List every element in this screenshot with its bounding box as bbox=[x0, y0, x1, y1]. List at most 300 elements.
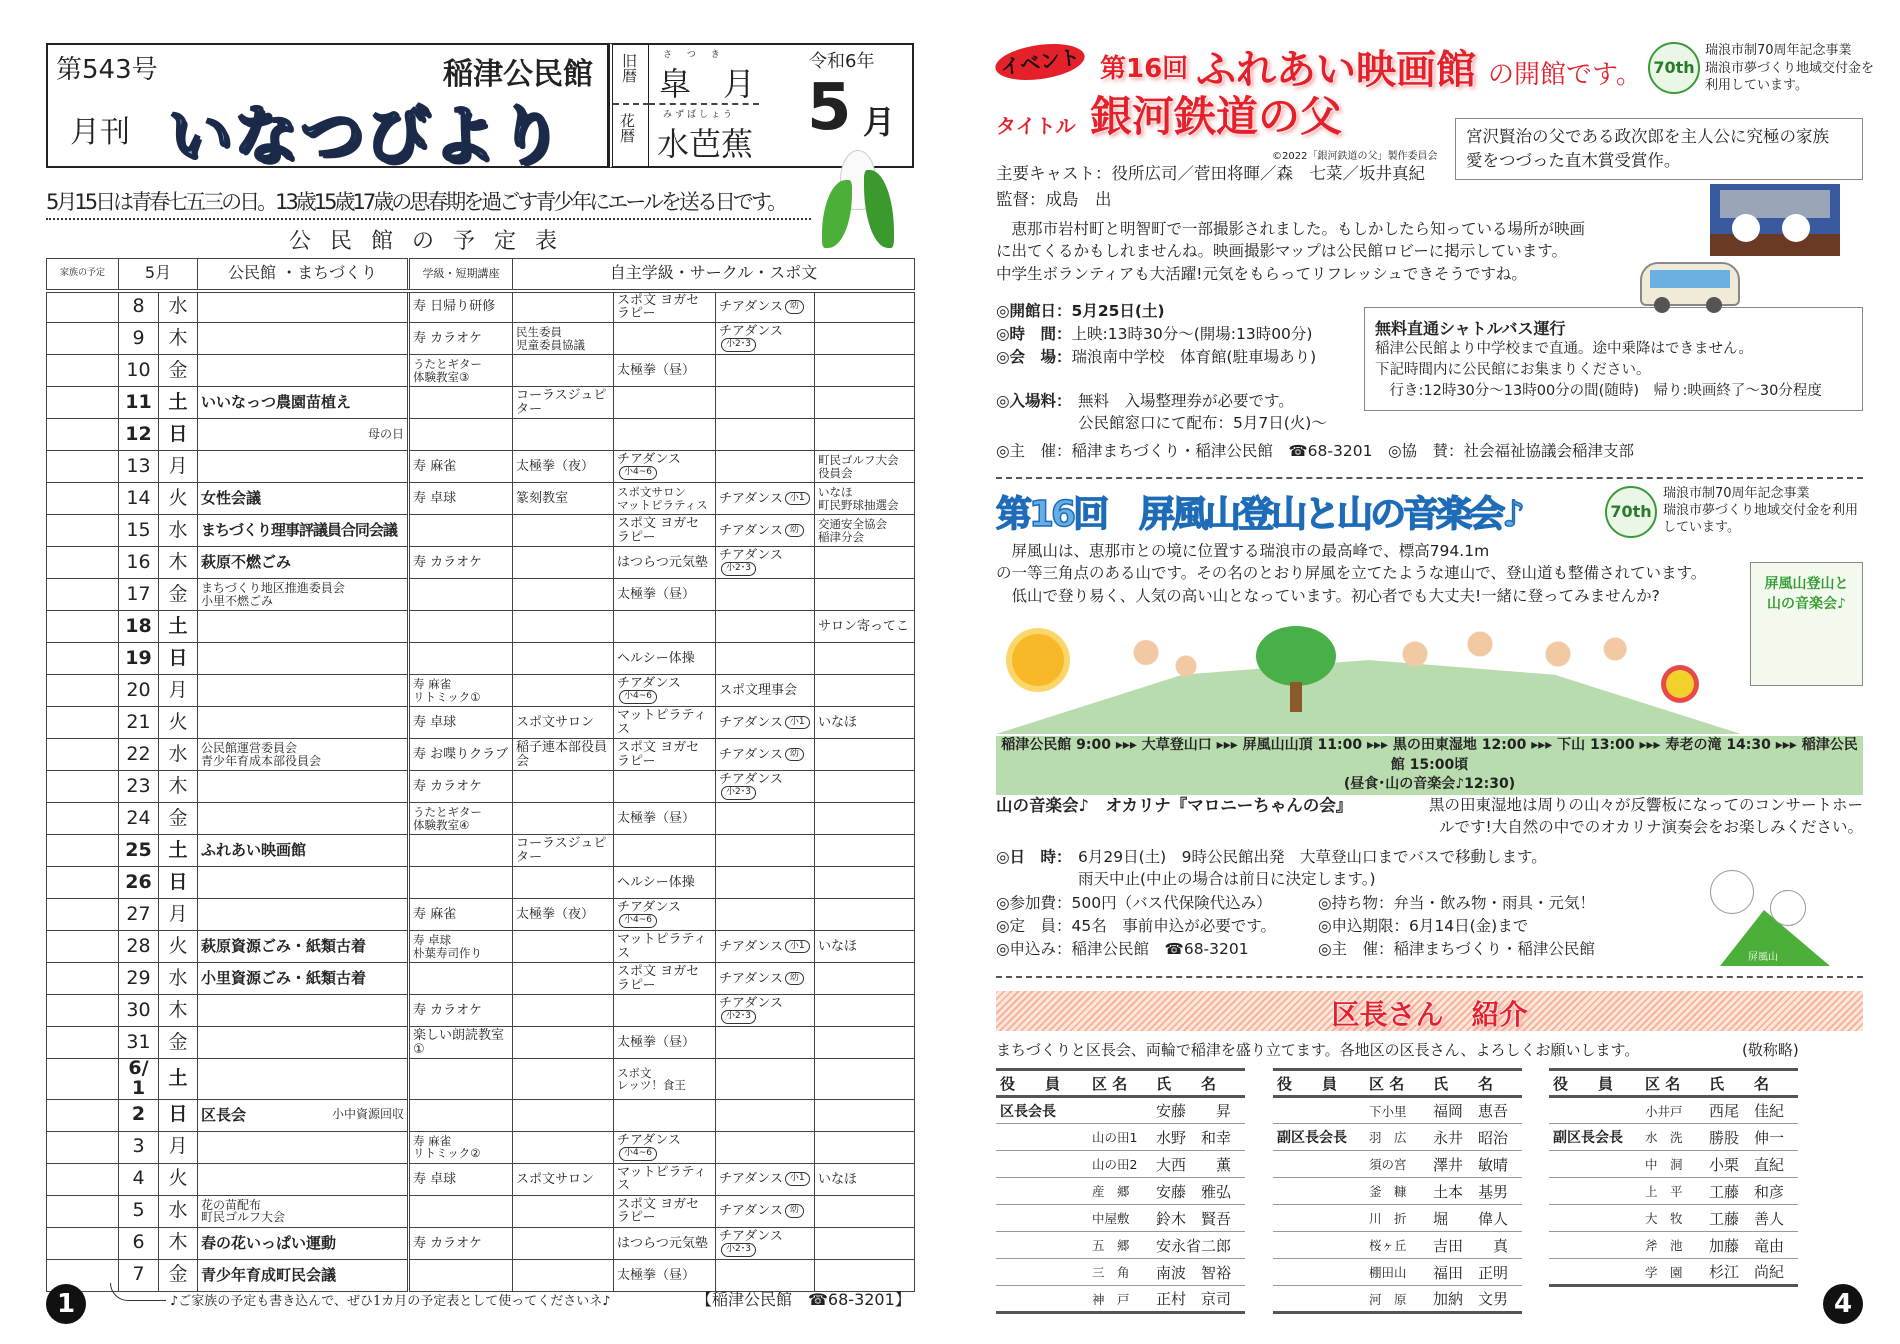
kominkan-cell bbox=[198, 835, 409, 867]
hike-items: ◎持ち物：弁当・飲み物・雨具・元気！ bbox=[1318, 894, 1596, 912]
chief-name: 安藤 昇 bbox=[1152, 1097, 1245, 1124]
chief-role bbox=[996, 1232, 1088, 1259]
date-cell: 10 bbox=[119, 355, 159, 387]
monthly-label: 月刊 bbox=[70, 115, 130, 150]
chief-row bbox=[1549, 1178, 1798, 1205]
activity-cell: ヘルシー体操 bbox=[614, 867, 716, 899]
schedule-row bbox=[47, 611, 915, 643]
schedule-row bbox=[47, 963, 915, 995]
activity-cell bbox=[716, 355, 815, 387]
chief-role bbox=[996, 1259, 1088, 1286]
activity-cell bbox=[716, 835, 815, 867]
activity-cell bbox=[513, 1259, 614, 1291]
family-plan-cell[interactable] bbox=[47, 995, 119, 1027]
chief-row bbox=[1549, 1259, 1798, 1286]
chief-name: 加納 文男 bbox=[1429, 1286, 1522, 1313]
activity-cell bbox=[513, 515, 614, 547]
activity-cell bbox=[513, 803, 614, 835]
tree-icon bbox=[1256, 626, 1336, 686]
activity-cell bbox=[614, 771, 716, 803]
header-class: 学級・短期講座 bbox=[409, 259, 513, 291]
activity-cell bbox=[815, 1027, 915, 1059]
detail-value: 5月25日(土) bbox=[1071, 302, 1165, 320]
chief-row bbox=[1549, 1232, 1798, 1259]
activity-cell: 寿 卓球 bbox=[409, 1163, 513, 1195]
schedule-row bbox=[47, 1131, 915, 1163]
kominkan-cell bbox=[198, 739, 409, 771]
family-plan-cell[interactable] bbox=[47, 419, 119, 451]
activity-cell bbox=[815, 579, 915, 611]
section-divider bbox=[996, 976, 1863, 978]
activity-cell bbox=[815, 1195, 915, 1227]
activity-cell: いなほ bbox=[815, 1163, 915, 1195]
shuttle-title: 無料直通シャトルバス運行 bbox=[1375, 319, 1566, 338]
datetime-label: ◎日 時： bbox=[996, 848, 1072, 866]
chief-role bbox=[996, 1151, 1088, 1178]
kominkan-event: まちづくり理事評議員合同会議 bbox=[201, 520, 397, 539]
activity-cell bbox=[513, 355, 614, 387]
chief-name: 土本 基男 bbox=[1429, 1178, 1522, 1205]
activity-cell: 篆刻教室 bbox=[513, 483, 614, 515]
chief-role bbox=[1273, 1286, 1365, 1313]
date-cell: 7 bbox=[119, 1259, 159, 1291]
chief-row bbox=[1273, 1259, 1522, 1286]
age-badge: 幼 bbox=[785, 300, 804, 314]
issue-number: 第543号 bbox=[56, 55, 158, 85]
activity-cell: 楽しい朗読教室① bbox=[409, 1027, 513, 1059]
flower-icon bbox=[1666, 670, 1694, 698]
activity-cell bbox=[815, 995, 915, 1027]
weekday-cell: 土 bbox=[159, 1059, 198, 1100]
activity-cell bbox=[716, 419, 815, 451]
activity-cell bbox=[716, 643, 815, 675]
date-cell: 13 bbox=[119, 451, 159, 483]
family-plan-cell[interactable] bbox=[47, 867, 119, 899]
chiefs-header-row bbox=[1549, 1070, 1798, 1097]
activity-cell bbox=[716, 1059, 815, 1100]
movie-copyright: ©2022「銀河鉄道の父」製作委員会 bbox=[1272, 151, 1438, 162]
chief-district: 神 戸 bbox=[1088, 1286, 1152, 1313]
family-plan-cell[interactable] bbox=[47, 451, 119, 483]
activity-cell: スポ文 ヨガセラピー bbox=[614, 739, 716, 771]
age-badge: 小1 bbox=[785, 492, 810, 506]
kominkan-cell bbox=[198, 419, 409, 451]
family-plan-cell[interactable] bbox=[47, 1227, 119, 1259]
date-cell: 30 bbox=[119, 995, 159, 1027]
activity-cell bbox=[815, 547, 915, 579]
activity-cell bbox=[815, 643, 915, 675]
activity-cell: いなほ bbox=[815, 931, 915, 963]
activity-cell bbox=[716, 323, 815, 355]
family-plan-cell[interactable] bbox=[47, 323, 119, 355]
weekday-cell: 月 bbox=[159, 1131, 198, 1163]
activity-cell bbox=[716, 963, 815, 995]
detail-row bbox=[996, 300, 1360, 323]
schedule-row bbox=[47, 483, 915, 515]
kominkan-cell bbox=[198, 515, 409, 547]
sun-icon bbox=[1012, 634, 1064, 686]
activity-cell: 太極拳（昼） bbox=[614, 1259, 716, 1291]
activity-cell bbox=[614, 1131, 716, 1163]
chief-role bbox=[996, 1286, 1088, 1313]
activity-cell bbox=[815, 867, 915, 899]
family-plan-cell[interactable] bbox=[47, 291, 119, 323]
activity-cell bbox=[513, 1099, 614, 1131]
schedule-row bbox=[47, 835, 915, 867]
family-plan-cell[interactable] bbox=[47, 899, 119, 931]
family-plan-cell[interactable] bbox=[47, 803, 119, 835]
family-plan-cell[interactable] bbox=[47, 387, 119, 419]
detail-label: ◎会 場： bbox=[996, 348, 1072, 366]
age-badge: 小2･3 bbox=[721, 1010, 756, 1024]
kominkan-cell bbox=[198, 643, 409, 675]
chief-district: 須の宮 bbox=[1365, 1151, 1429, 1178]
family-plan-cell[interactable] bbox=[47, 1027, 119, 1059]
concert-text: 黒の田東湿地は周りの山々が反響板になってのコンサートホー ルです!大自然の中でのオカリナ演奏会をお楽しみください。 bbox=[1428, 796, 1863, 837]
chief-name: 加藤 竜由 bbox=[1705, 1232, 1798, 1259]
activity-cell bbox=[513, 1195, 614, 1227]
activity-cell bbox=[815, 291, 915, 323]
kominkan-cell bbox=[198, 899, 409, 931]
age-badge: 幼 bbox=[785, 524, 804, 538]
movie-cast: 主要キャスト：役所広司／菅田将暉／森 七菜／坂井真紀 bbox=[996, 164, 1425, 183]
date-cell: 5 bbox=[119, 1195, 159, 1227]
chiefs-header: 役 員 bbox=[1273, 1070, 1365, 1097]
age-badge: 小4~6 bbox=[619, 914, 657, 928]
kominkan-event: 萩原資源ごみ・紙類古着 bbox=[201, 936, 367, 955]
activity-cell bbox=[513, 1131, 614, 1163]
chief-role bbox=[1549, 1232, 1641, 1259]
title-label: タイトル bbox=[996, 114, 1076, 138]
activity-cell bbox=[513, 931, 614, 963]
schedule-table bbox=[46, 258, 915, 1292]
kominkan-cell bbox=[198, 355, 409, 387]
family-plan-cell[interactable] bbox=[47, 643, 119, 675]
activity-cell: コーラスジュピター bbox=[513, 387, 614, 419]
activity-cell bbox=[815, 803, 915, 835]
family-plan-cell[interactable] bbox=[47, 675, 119, 707]
family-plan-cell[interactable] bbox=[47, 515, 119, 547]
activity-cell bbox=[513, 611, 614, 643]
schedule-row bbox=[47, 291, 915, 323]
chief-name: 正村 京司 bbox=[1152, 1286, 1245, 1313]
schedule-row bbox=[47, 1195, 915, 1227]
weekday-cell: 日 bbox=[159, 419, 198, 451]
hikers-icon bbox=[1376, 624, 1636, 724]
activity-cell: 寿 卓球 bbox=[409, 483, 513, 515]
family-plan-cell[interactable] bbox=[47, 611, 119, 643]
movie-director: 監督：成島 出 bbox=[996, 190, 1112, 209]
chief-district: 山の田1 bbox=[1088, 1124, 1152, 1151]
activity-cell: スポ文 ヨガセラピー bbox=[614, 291, 716, 323]
activity-cell: スポ文 ヨガセラピー bbox=[614, 1195, 716, 1227]
chief-role bbox=[1273, 1151, 1365, 1178]
activity-cell: 太極拳（昼） bbox=[614, 355, 716, 387]
anniversary-emblem: 70th bbox=[1648, 42, 1700, 94]
weekday-cell: 水 bbox=[159, 739, 198, 771]
weekday-cell: 水 bbox=[159, 515, 198, 547]
chief-role bbox=[1549, 1259, 1641, 1286]
activity-cell bbox=[815, 963, 915, 995]
schedule-row bbox=[47, 451, 915, 483]
chief-row bbox=[1549, 1151, 1798, 1178]
family-plan-cell[interactable] bbox=[47, 835, 119, 867]
kominkan-cell bbox=[198, 1195, 409, 1227]
kominkan-cell bbox=[198, 387, 409, 419]
chiefs-banner-title: 区長さん 紹介 bbox=[1331, 998, 1528, 1031]
activity-cell bbox=[614, 419, 716, 451]
family-plan-cell[interactable] bbox=[47, 963, 119, 995]
weekday-cell: 火 bbox=[159, 707, 198, 739]
honorific-note: (敬称略) bbox=[1742, 1041, 1799, 1059]
activity-cell bbox=[614, 323, 716, 355]
date-cell: 25 bbox=[119, 835, 159, 867]
activity-cell bbox=[716, 547, 815, 579]
family-plan-cell[interactable] bbox=[47, 355, 119, 387]
chief-role bbox=[1549, 1097, 1641, 1124]
chief-row bbox=[996, 1124, 1245, 1151]
kominkan-cell bbox=[198, 483, 409, 515]
concert-title: 山の音楽会♪ オカリナ『マロニーちゃんの会』 bbox=[996, 796, 1353, 815]
activity-cell bbox=[716, 803, 815, 835]
weekday-cell: 月 bbox=[159, 451, 198, 483]
family-plan-cell[interactable] bbox=[47, 739, 119, 771]
mascot-illustration bbox=[1700, 870, 1840, 966]
schedule-row bbox=[47, 355, 915, 387]
hike-host: ◎主 催：稲津まちづくり・稲津公民館 bbox=[1318, 940, 1595, 958]
chief-district: 水 洗 bbox=[1641, 1124, 1705, 1151]
activity-cell bbox=[614, 387, 716, 419]
activity-cell: スポ文 ヨガセラピー bbox=[614, 515, 716, 547]
kominkan-cell bbox=[198, 1259, 409, 1291]
family-plan-cell[interactable] bbox=[47, 1099, 119, 1131]
activity-cell bbox=[409, 419, 513, 451]
chiefs-banner bbox=[996, 991, 1863, 1031]
chief-name: 大西 薫 bbox=[1152, 1151, 1245, 1178]
chief-row bbox=[1273, 1151, 1522, 1178]
activity-cell: 寿 卓球 朴葉寿司作り bbox=[409, 931, 513, 963]
chief-district: 五 郷 bbox=[1088, 1232, 1152, 1259]
weekday-cell: 土 bbox=[159, 387, 198, 419]
chief-district: 上 平 bbox=[1641, 1178, 1705, 1205]
chief-district: 大 牧 bbox=[1641, 1205, 1705, 1232]
chief-row bbox=[996, 1286, 1245, 1313]
age-badge: 幼 bbox=[785, 748, 804, 762]
family-plan-cell[interactable] bbox=[47, 931, 119, 963]
activity-text: チアダンス bbox=[617, 1132, 681, 1148]
kominkan-cell bbox=[198, 675, 409, 707]
activity-cell: 町民ゴルフ大会 役員会 bbox=[815, 451, 915, 483]
chiefs-header: 氏 名 bbox=[1705, 1070, 1798, 1097]
activity-text: チアダンス bbox=[719, 970, 783, 986]
hike-poster: 屏風山登山と 山の音楽会♪ bbox=[1750, 562, 1863, 686]
chief-row bbox=[996, 1151, 1245, 1178]
family-plan-cell[interactable] bbox=[47, 707, 119, 739]
chiefs-header: 区 名 bbox=[1641, 1070, 1705, 1097]
chiefs-header: 区 名 bbox=[1088, 1070, 1152, 1097]
mascot-sign: 屏風山 bbox=[1748, 952, 1778, 963]
family-plan-cell[interactable] bbox=[47, 547, 119, 579]
activity-cell bbox=[716, 611, 815, 643]
header-month: 5月 bbox=[119, 259, 198, 291]
date-cell: 9 bbox=[119, 323, 159, 355]
activity-cell bbox=[815, 835, 915, 867]
activity-cell: マットピラティス bbox=[614, 931, 716, 963]
chief-district: 小井戸 bbox=[1641, 1097, 1705, 1124]
activity-cell bbox=[614, 835, 716, 867]
activity-cell: 寿 お喋りクラブ bbox=[409, 739, 513, 771]
schedule-row bbox=[47, 675, 915, 707]
activity-cell bbox=[815, 899, 915, 931]
activity-text: チアダンス bbox=[719, 522, 783, 538]
chief-name: 工藤 善人 bbox=[1705, 1205, 1798, 1232]
kominkan-cell bbox=[198, 547, 409, 579]
schedule-row bbox=[47, 1059, 915, 1100]
chief-district bbox=[1088, 1097, 1152, 1124]
movie-description: 恵那市岩村町と明智町で一部撮影されました。もしかしたら知っている場所が映画 に出てくるかもしれませんね。映画撮影マップは公民館ロビーに掲示しています。 中学生ボランティアも大活躍!元気をもらってリフレッシュできそうですね。 bbox=[996, 220, 1586, 283]
weekday-cell: 日 bbox=[159, 643, 198, 675]
kominkan-cell bbox=[198, 611, 409, 643]
hiking-illustration bbox=[996, 620, 1741, 734]
movie-title-suffix: の開館です。 bbox=[1488, 60, 1642, 90]
activity-cell: 寿 卓球 bbox=[409, 707, 513, 739]
chief-name: 堀 偉人 bbox=[1429, 1205, 1522, 1232]
activity-text: チアダンス bbox=[719, 714, 783, 730]
family-plan-cell[interactable] bbox=[47, 579, 119, 611]
weekday-cell: 土 bbox=[159, 835, 198, 867]
chief-row bbox=[1549, 1124, 1798, 1151]
activity-text: チアダンス bbox=[719, 547, 783, 563]
synopsis-box: 宮沢賢治の父である政次郎を主人公に究極の家族 愛をつづった直木賞受賞作。 bbox=[1455, 118, 1863, 180]
movie-grant-note: 瑞浪市制70周年記念事業 瑞浪市夢づくり地域交付金を 利用しています。 bbox=[1705, 43, 1875, 94]
family-plan-cell[interactable] bbox=[47, 483, 119, 515]
page-number: 1 bbox=[46, 1284, 86, 1324]
month-unit: 月 bbox=[863, 103, 896, 141]
family-plan-cell[interactable] bbox=[47, 1163, 119, 1195]
schedule-row bbox=[47, 739, 915, 771]
kominkan-event: 公民館運営委員会 青少年育成本部役員会 bbox=[201, 740, 322, 768]
activity-cell: はつらつ元気塾 bbox=[614, 1227, 716, 1259]
activity-cell bbox=[716, 931, 815, 963]
family-plan-cell[interactable] bbox=[47, 1195, 119, 1227]
chiefs-header: 役 員 bbox=[1549, 1070, 1641, 1097]
activity-cell bbox=[409, 643, 513, 675]
activity-cell bbox=[716, 451, 815, 483]
schedule-row bbox=[47, 771, 915, 803]
activity-cell bbox=[513, 1227, 614, 1259]
movie-edition: 第16回 bbox=[1100, 54, 1189, 84]
chief-row bbox=[1273, 1178, 1522, 1205]
detail-row bbox=[996, 346, 1360, 369]
footer-contact: 【稲津公民館 ☎68-3201】 bbox=[696, 1290, 911, 1309]
activity-cell: スポ文 ヨガセラピー bbox=[614, 963, 716, 995]
activity-cell bbox=[409, 387, 513, 419]
datetime-value: 6月29日(土) 9時公民館出発 大草登山口までバスで移動します。 雨天中止(中止の場合は前日に決定します。) bbox=[1078, 848, 1547, 889]
age-badge: 小4~6 bbox=[619, 690, 657, 704]
activity-cell bbox=[409, 1099, 513, 1131]
activity-cell: 寿 カラオケ bbox=[409, 995, 513, 1027]
hike-route-note: (昼食･山の音楽会♪12:30) bbox=[1343, 776, 1516, 793]
movie-title: 銀河鉄道の父 bbox=[1090, 92, 1343, 141]
chief-district: 棚田山 bbox=[1365, 1259, 1429, 1286]
movie-details bbox=[996, 300, 1360, 369]
kominkan-event: 女性会議 bbox=[201, 488, 262, 507]
kominkan-cell bbox=[198, 1227, 409, 1259]
chief-row bbox=[1549, 1097, 1798, 1124]
weekday-cell: 木 bbox=[159, 995, 198, 1027]
old-calendar-label: 旧暦 bbox=[613, 45, 649, 105]
family-plan-cell[interactable] bbox=[47, 1131, 119, 1163]
schedule-row bbox=[47, 1227, 915, 1259]
date-cell: 23 bbox=[119, 771, 159, 803]
chief-role: 副区長会長 bbox=[1549, 1124, 1641, 1151]
chief-role bbox=[996, 1124, 1088, 1151]
activity-cell bbox=[513, 643, 614, 675]
chief-name: 工藤 和彦 bbox=[1705, 1178, 1798, 1205]
activity-cell: スポ文サロン bbox=[513, 707, 614, 739]
schedule-row bbox=[47, 547, 915, 579]
kominkan-cell bbox=[198, 1099, 409, 1131]
weekday-cell: 木 bbox=[159, 547, 198, 579]
activity-cell bbox=[815, 419, 915, 451]
activity-cell bbox=[409, 963, 513, 995]
activity-cell bbox=[513, 579, 614, 611]
age-badge: 小2･3 bbox=[721, 562, 756, 576]
activity-cell bbox=[815, 1227, 915, 1259]
schedule-row bbox=[47, 419, 915, 451]
date-cell: 22 bbox=[119, 739, 159, 771]
chief-row bbox=[1549, 1205, 1798, 1232]
kominkan-cell bbox=[198, 995, 409, 1027]
date-cell: 14 bbox=[119, 483, 159, 515]
event-note: 母の日 bbox=[367, 427, 404, 442]
flower-name-ruby: みずばしょう bbox=[663, 110, 736, 120]
family-plan-cell[interactable] bbox=[47, 771, 119, 803]
schedule-row bbox=[47, 387, 915, 419]
schedule-title: 公 民 館 の 予 定 表 bbox=[289, 229, 563, 254]
date-cell: 21 bbox=[119, 707, 159, 739]
activity-cell: はつらつ元気塾 bbox=[614, 547, 716, 579]
old-month-name: 皐 月 bbox=[659, 65, 756, 103]
chiefs-table bbox=[1273, 1068, 1522, 1314]
weekday-cell: 金 bbox=[159, 803, 198, 835]
activity-cell bbox=[513, 963, 614, 995]
chief-district: 中屋敷 bbox=[1088, 1205, 1152, 1232]
chief-name: 福岡 恵吾 bbox=[1429, 1097, 1522, 1124]
date-cell: 8 bbox=[119, 291, 159, 323]
kominkan-event: いいなっつ農園苗植え bbox=[201, 392, 352, 411]
activity-cell: 寿 麻雀 リトミック② bbox=[409, 1131, 513, 1163]
detail-label: ◎時 間： bbox=[996, 325, 1072, 343]
chief-district: 三 角 bbox=[1088, 1259, 1152, 1286]
kominkan-cell bbox=[198, 1131, 409, 1163]
age-badge: 小4~6 bbox=[619, 1147, 657, 1161]
date-cell: 28 bbox=[119, 931, 159, 963]
activity-cell bbox=[513, 995, 614, 1027]
family-plan-cell[interactable] bbox=[47, 1059, 119, 1100]
detail-value: 上映:13時30分～(開場:13時00分) bbox=[1071, 325, 1313, 343]
hike-apply: ◎申込み：稲津公民館 ☎68-3201 bbox=[996, 940, 1249, 958]
weekday-cell: 日 bbox=[159, 867, 198, 899]
schedule-row bbox=[47, 643, 915, 675]
activity-text: チアダンス bbox=[719, 746, 783, 762]
date-cell: 29 bbox=[119, 963, 159, 995]
flower-calendar-label: 花暦 bbox=[613, 105, 649, 166]
activity-text: チアダンス bbox=[617, 451, 681, 467]
date-cell: 26 bbox=[119, 867, 159, 899]
activity-cell: 寿 日帰り研修 bbox=[409, 291, 513, 323]
activity-cell: いなほ bbox=[815, 707, 915, 739]
